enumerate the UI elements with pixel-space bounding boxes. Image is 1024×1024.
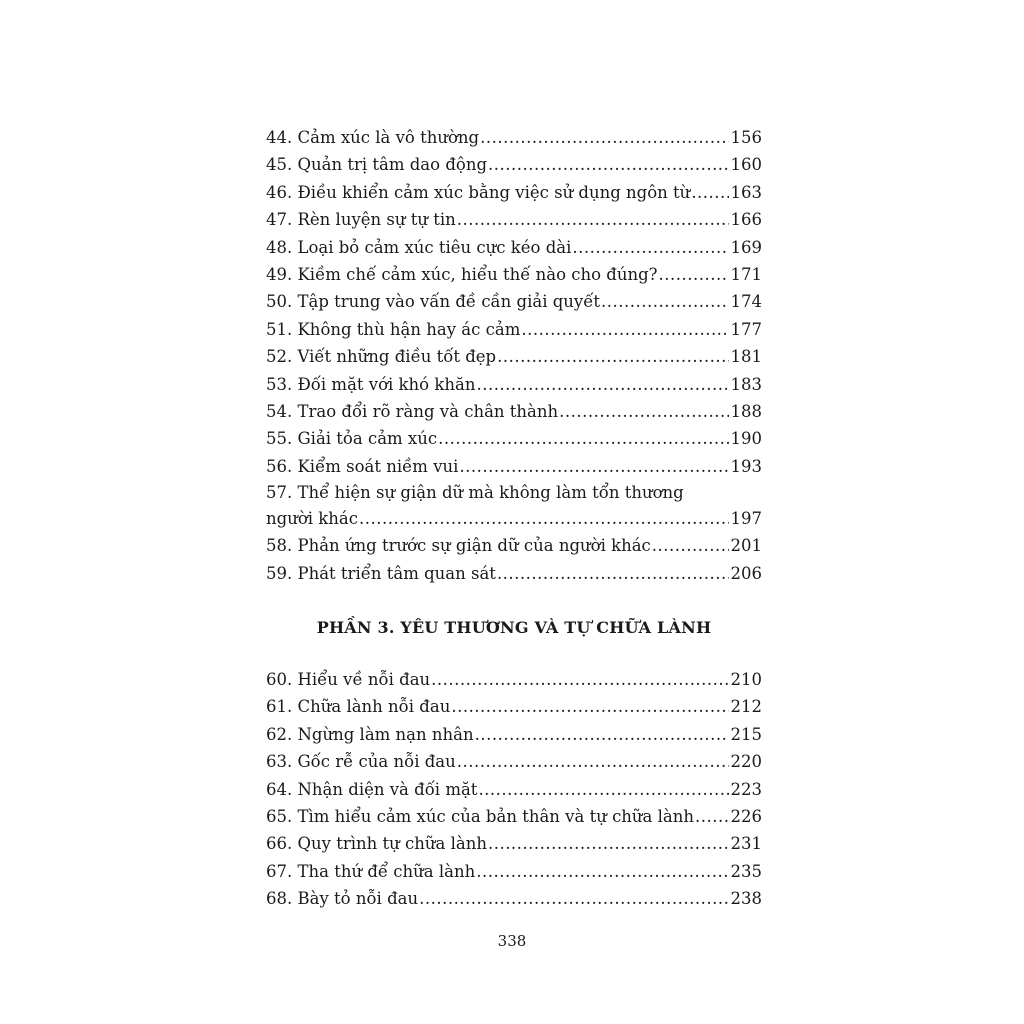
toc-leader-dots bbox=[476, 858, 728, 885]
toc-leader-dots bbox=[475, 721, 729, 748]
toc-entry-title: 67. Tha thứ để chữa lành bbox=[266, 861, 476, 881]
toc-entry-wrapped bbox=[266, 505, 762, 532]
toc-entry-page: 174 bbox=[730, 292, 762, 312]
toc-leader-dots bbox=[652, 532, 729, 559]
toc-entry bbox=[266, 316, 762, 343]
toc-entry bbox=[266, 721, 762, 748]
toc-entry-wrapped-line: 57. Thể hiện sự giận dữ mà không làm tổn thương bbox=[266, 483, 684, 503]
toc-entry-title: 55. Giải tỏa cảm xúc bbox=[266, 429, 438, 449]
toc-leader-dots bbox=[478, 776, 728, 803]
toc-leader-dots bbox=[559, 398, 728, 425]
toc-entry bbox=[266, 288, 762, 315]
toc-entry bbox=[266, 398, 762, 425]
toc-leader-dots bbox=[457, 748, 729, 775]
toc-entry bbox=[266, 179, 762, 206]
toc-leader-dots bbox=[497, 343, 728, 370]
toc-entry-page: 160 bbox=[730, 155, 762, 175]
toc-entry bbox=[266, 776, 762, 803]
toc-entry-page: 212 bbox=[730, 697, 762, 717]
toc-entry-title: 64. Nhận diện và đối mặt bbox=[266, 779, 478, 799]
toc-entry bbox=[266, 560, 762, 587]
toc-leader-dots bbox=[488, 151, 728, 178]
toc-entry-title: 61. Chữa lành nỗi đau bbox=[266, 697, 451, 717]
toc-entry-page: 223 bbox=[730, 779, 762, 799]
toc-entry-page: 169 bbox=[730, 237, 762, 257]
toc-entry-title: 52. Viết những điều tốt đẹp bbox=[266, 347, 497, 367]
toc-entry-page: 188 bbox=[730, 401, 762, 421]
toc-entry-page: 201 bbox=[730, 536, 762, 556]
toc-leader-dots bbox=[488, 830, 729, 857]
toc-entry-page: 193 bbox=[730, 456, 762, 476]
toc-leader-dots bbox=[572, 234, 728, 261]
toc-entry-title: 68. Bày tỏ nỗi đau bbox=[266, 889, 419, 909]
page-number: 338 bbox=[497, 932, 527, 950]
toc-entry-page: 231 bbox=[730, 834, 762, 854]
toc-entry-title: 45. Quản trị tâm dao động bbox=[266, 155, 488, 175]
toc-entry-page: 210 bbox=[730, 670, 762, 689]
toc-entry bbox=[266, 124, 762, 151]
toc-entry bbox=[266, 371, 762, 398]
toc-leader-dots bbox=[359, 505, 729, 532]
toc-entry bbox=[266, 151, 762, 178]
toc-entry-page: 181 bbox=[730, 347, 762, 367]
toc-entry-page: 220 bbox=[730, 752, 762, 772]
toc-entry bbox=[266, 425, 762, 452]
toc-entry-title: 66. Quy trình tự chữa lành bbox=[266, 834, 487, 854]
toc-entry-title: 56. Kiểm soát niềm vui bbox=[266, 456, 459, 476]
toc-entry bbox=[266, 803, 762, 830]
toc-entry bbox=[266, 693, 762, 720]
toc-entry-title: 53. Đối mặt với khó khăn bbox=[266, 374, 476, 394]
toc-leader-dots bbox=[419, 885, 728, 912]
toc-leader-dots bbox=[601, 288, 728, 315]
toc-entry-page: 238 bbox=[730, 889, 762, 909]
toc-entry bbox=[266, 532, 762, 559]
toc-entry bbox=[266, 261, 762, 288]
toc-entry-title: 49. Kiềm chế cảm xúc, hiểu thế nào cho đúng? bbox=[266, 264, 658, 284]
toc-entry bbox=[266, 343, 762, 370]
toc-leader-dots bbox=[659, 261, 729, 288]
toc-entry-page: 215 bbox=[730, 724, 762, 744]
toc-entry-title: 60. Hiểu về nỗi đau bbox=[266, 670, 431, 689]
toc-leader-dots bbox=[438, 425, 728, 452]
toc-entry bbox=[266, 666, 762, 693]
toc-entry-title: 51. Không thù hận hay ác cảm bbox=[266, 319, 521, 339]
toc-entry-page: 206 bbox=[730, 563, 762, 583]
toc-entry-title: 47. Rèn luyện sự tự tin bbox=[266, 210, 456, 230]
section-heading: PHẦN 3. YÊU THƯƠNG VÀ TỰ CHỮA LÀNH bbox=[316, 618, 712, 637]
toc-entry-page: 235 bbox=[730, 861, 762, 881]
toc-entry bbox=[266, 206, 762, 233]
toc-entry-title: 58. Phản ứng trước sự giận dữ của người khác bbox=[266, 536, 651, 556]
toc-entry-page: 156 bbox=[730, 128, 762, 147]
toc-entry-page: 183 bbox=[730, 374, 762, 394]
toc-entry bbox=[266, 830, 762, 857]
toc-entry-title: 48. Loại bỏ cảm xúc tiêu cực kéo dài bbox=[266, 237, 572, 257]
toc-entry-title: người khác bbox=[266, 509, 358, 529]
toc-entry-title: 54. Trao đổi rõ ràng và chân thành bbox=[266, 401, 559, 421]
toc-entry bbox=[266, 234, 762, 261]
toc-entry-page: 171 bbox=[730, 264, 762, 284]
toc-leader-dots bbox=[431, 666, 728, 693]
toc-leader-dots bbox=[695, 803, 728, 830]
toc-leader-dots bbox=[480, 124, 728, 151]
toc-entry bbox=[266, 858, 762, 885]
toc-list-part-3 bbox=[266, 666, 762, 913]
toc-entry-page: 197 bbox=[730, 509, 762, 529]
toc-entry-title: 44. Cảm xúc là vô thường bbox=[266, 128, 480, 147]
toc-entry-page: 177 bbox=[730, 319, 762, 339]
toc-entry-page: 226 bbox=[730, 806, 762, 826]
toc-entry-title: 62. Ngừng làm nạn nhân bbox=[266, 724, 474, 744]
toc-entry-page: 163 bbox=[730, 182, 762, 202]
toc-entry-title: 46. Điều khiển cảm xúc bằng việc sử dụng ngôn từ bbox=[266, 182, 691, 202]
toc-entry-page: 166 bbox=[730, 210, 762, 230]
toc-entry bbox=[266, 885, 762, 912]
toc-entry-title: 63. Gốc rễ của nỗi đau bbox=[266, 752, 456, 772]
toc-leader-dots bbox=[476, 371, 728, 398]
toc-leader-dots bbox=[497, 560, 729, 587]
toc-entry-title: 50. Tập trung vào vấn đề cần giải quyết bbox=[266, 292, 601, 312]
toc-leader-dots bbox=[451, 693, 728, 720]
toc-entry-title: 59. Phát triển tâm quan sát bbox=[266, 563, 496, 583]
toc-entry bbox=[266, 748, 762, 775]
toc-entry-title: 65. Tìm hiểu cảm xúc của bản thân và tự chữa lành bbox=[266, 806, 695, 826]
toc-leader-dots bbox=[457, 206, 729, 233]
toc-list-part-2 bbox=[266, 124, 762, 587]
toc-leader-dots bbox=[459, 453, 728, 480]
toc-entry-page: 190 bbox=[730, 429, 762, 449]
toc-leader-dots bbox=[521, 316, 728, 343]
toc-entry bbox=[266, 453, 762, 480]
toc-leader-dots bbox=[691, 179, 728, 206]
